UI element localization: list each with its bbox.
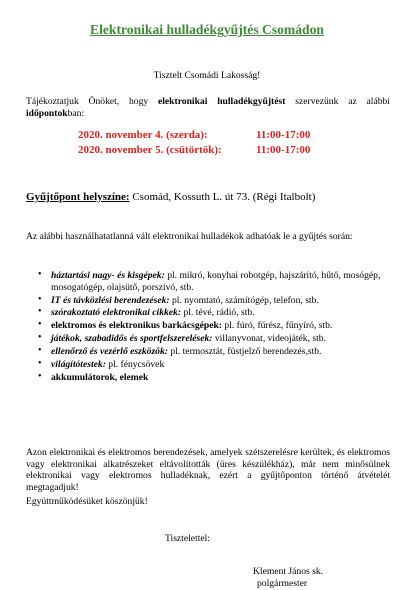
item-key: IT és távközlési berendezések: (51, 294, 170, 306)
date-row (78, 144, 398, 159)
notice-paragraph: Azon elektronikai és elektromos berendezések, amelyek szétszerelésre kerültek, és elektromos vagy elektronikai alkatrészeket eltávolították (üres készülékház), már nem minősülnek elektronikai vagy elektromos hulladéknak, ezért a gyűjtőponton történő átvételét megtagadjuk! (26, 447, 390, 494)
location-line (26, 191, 396, 204)
date-label: 2020. november 4. (szerda): (78, 129, 208, 141)
intro-bold-1: elektronikai hulladékgyűjtést (158, 96, 286, 107)
list-item (38, 346, 400, 358)
list-item (38, 270, 400, 293)
item-value: pl. tévé, rádió, stb. (181, 307, 255, 319)
intro-text-3: ban: (67, 107, 85, 119)
list-item (38, 307, 400, 319)
list-item (38, 320, 400, 332)
item-key: elektromos és elektronikus barkácsgépek: (51, 320, 222, 332)
date-row (78, 129, 398, 144)
list-item (38, 359, 400, 371)
list-item (38, 372, 400, 384)
document-title: Elektronikai hulladékgyűjtés Csomádon (90, 22, 324, 37)
item-value: pl. nyomtató, számítógép, telefon, stb. (169, 294, 319, 306)
accepted-intro: Az alábbi használhatatlanná vált elektronikai hulladékok adhatóak le a gyűjtés során: (26, 231, 353, 242)
list-item (38, 333, 400, 345)
bullet-icon: • (38, 332, 42, 344)
bullet-icon: • (38, 319, 42, 331)
thanks-line: Együttműködésüket köszönjük! (26, 496, 148, 507)
list-item (38, 295, 400, 307)
bullet-icon: • (38, 370, 42, 382)
item-value: pl. termosztát, füstjelző berendezés,stb. (167, 346, 322, 358)
item-key: háztartási nagy- és kisgépek: (51, 270, 165, 281)
accepted-items-list (38, 270, 400, 385)
regards-line: Tisztelettel: (165, 533, 210, 544)
intro-text-2: szervezünk az alábbi (285, 96, 390, 107)
intro-text-1: Tájékoztatjuk Önöket, hogy (26, 96, 158, 107)
date-label: 2020. november 5. (csütörtök): (78, 144, 222, 156)
bullet-icon: • (38, 306, 42, 318)
date-time: 11:00-17:00 (256, 144, 311, 156)
item-key: akkumulátorok, elemek (51, 371, 149, 383)
greeting: Tisztelt Csomádi Lakosság! (153, 70, 261, 81)
bullet-icon: • (38, 358, 42, 370)
bullet-icon: • (38, 293, 42, 305)
dates-block (78, 129, 398, 159)
bullet-icon: • (38, 345, 42, 357)
item-value: pl. fénycsövek (105, 359, 165, 371)
item-value: villanyvonat, videojáték, stb. (212, 333, 326, 345)
item-key: szórakoztató elektronikai cikkek: (51, 307, 182, 319)
item-key: világítótestek: (51, 359, 106, 371)
signature-name: Klement János sk. (253, 566, 324, 577)
location-label: Gyűjtőpont helyszíne: (26, 191, 130, 203)
date-time: 11:00-17:00 (256, 129, 311, 141)
item-value: pl. fúró, fűrész, fűnyíró, stb. (222, 320, 333, 332)
intro-paragraph (26, 96, 390, 119)
item-key: játékok, szabadidős és sportfelszerelések: (51, 333, 213, 345)
item-value: pl. mikró, konyhai robotgép, hajszárító, hűtő, mosógép, mosogatógép, olajsütő, porszívó, stb. (51, 270, 381, 293)
location-value: Csomád, Kossuth L. út 73. (Régi Italbolt) (129, 191, 316, 203)
signature-role: polgármester (257, 578, 308, 589)
item-key: ellenőrző és vezérlő eszközök: (51, 346, 168, 358)
bullet-icon: • (38, 269, 42, 280)
intro-bold-2: időpontok (26, 107, 68, 119)
